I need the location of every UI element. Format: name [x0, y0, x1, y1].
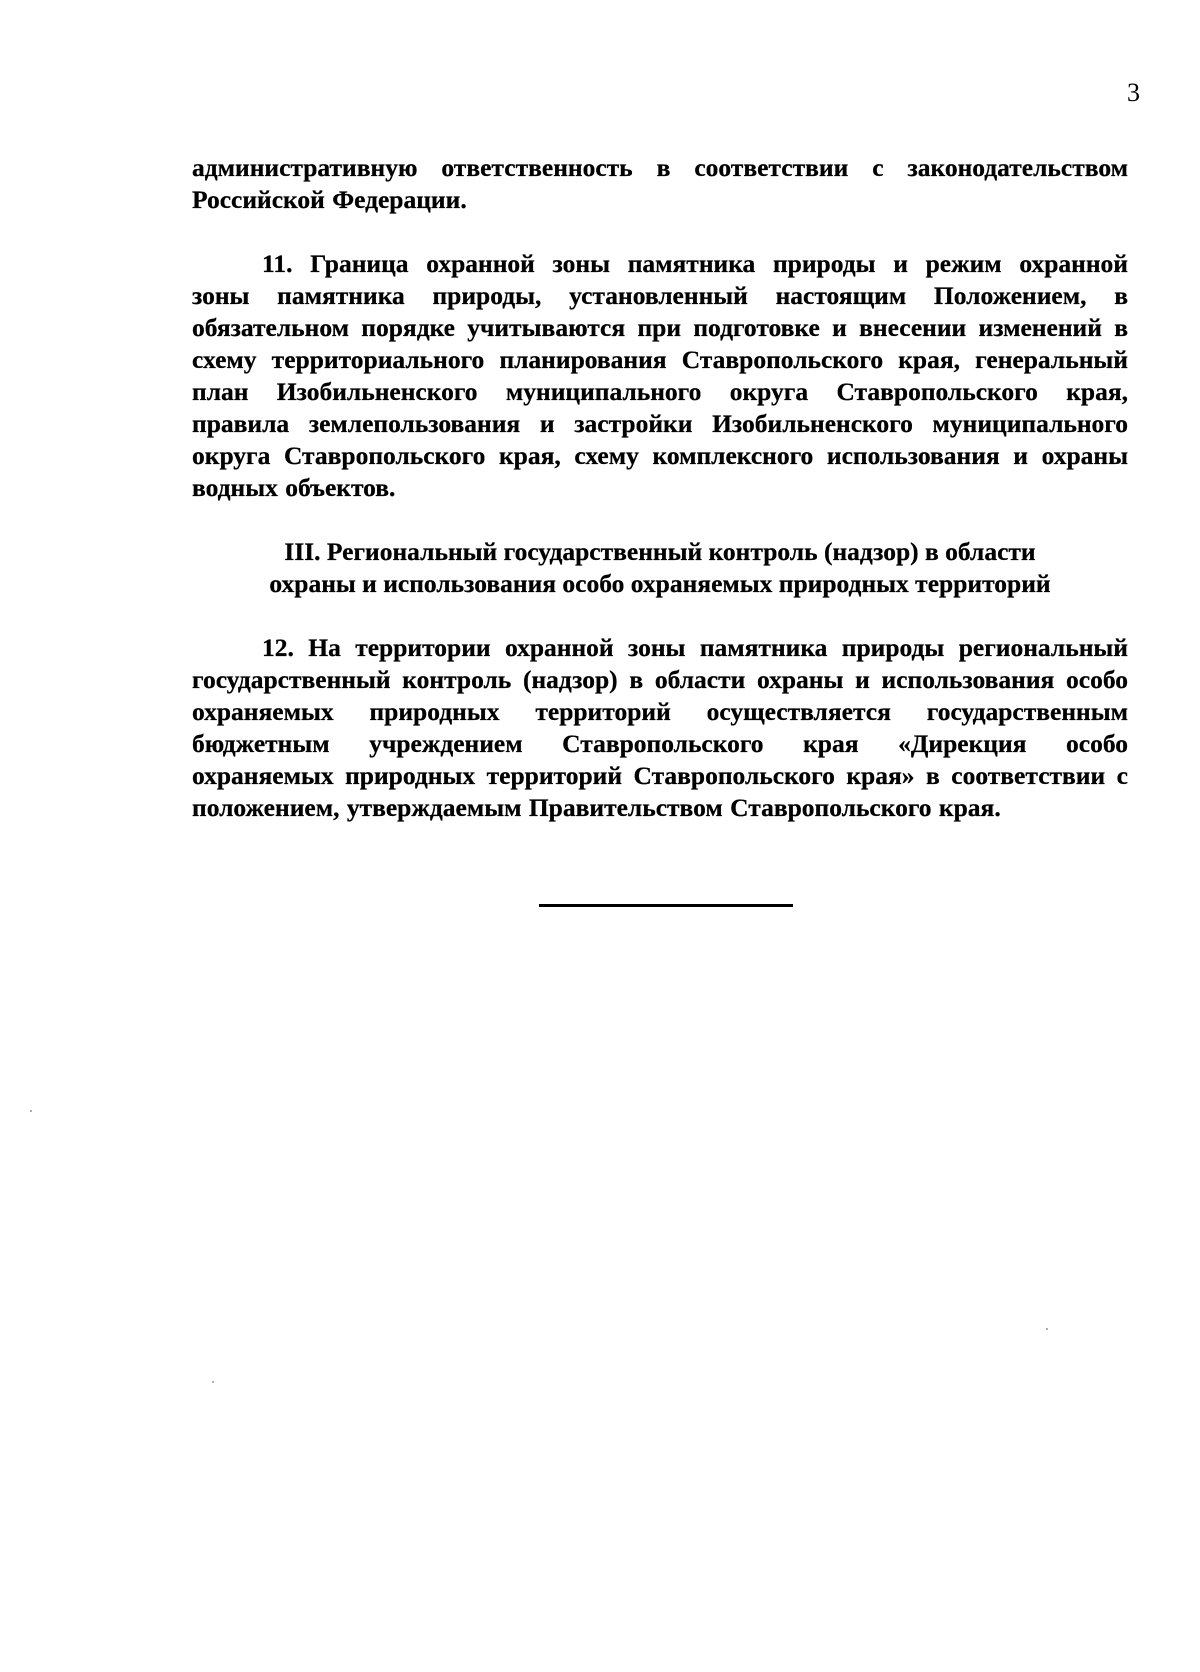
- paragraph-item-12: [192, 632, 1128, 824]
- scan-speck: [1046, 1328, 1048, 1330]
- end-divider-line: [539, 904, 793, 907]
- text-line: государственный контроль (надзор) в области охраны и использования особо: [192, 665, 1128, 694]
- page-number: 3: [1127, 78, 1140, 107]
- text-line: округа Ставропольского края, схему комплексного использования и охраны: [192, 441, 1128, 470]
- text-line: административную ответственность в соответствии с законодательством: [192, 153, 1128, 182]
- section-heading: [192, 536, 1128, 600]
- paragraph-continuation: [192, 152, 1128, 216]
- text-line: водных объектов.: [192, 473, 396, 502]
- scan-speck: [212, 1381, 214, 1383]
- heading-line: III. Региональный государственный контроль (надзор) в области: [284, 537, 1036, 566]
- text-line: обязательном порядке учитываются при подготовке и внесении изменений в: [192, 313, 1128, 342]
- text-line: зоны памятника природы, установленный настоящим Положением, в: [192, 281, 1128, 310]
- text-line: бюджетным учреждением Ставропольского края «Дирекция особо: [192, 729, 1128, 758]
- text-line: 11. Граница охранной зоны памятника природы и режим охранной: [262, 249, 1128, 278]
- text-line: план Изобильненского муниципального округа Ставропольского края,: [192, 377, 1128, 406]
- scan-speck: [30, 1110, 32, 1112]
- text-line: положением, утверждаемым Правительством Ставропольского края.: [192, 793, 1001, 822]
- text-line: схему территориального планирования Ставропольского края, генеральный: [192, 345, 1128, 374]
- text-line: охраняемых природных территорий Ставропольского края» в соответствии с: [192, 761, 1128, 790]
- text-line: правила землепользования и застройки Изобильненского муниципального: [192, 409, 1128, 438]
- text-line: 12. На территории охранной зоны памятника природы региональный: [262, 633, 1128, 662]
- paragraph-item-11: [192, 248, 1128, 504]
- heading-line: охраны и использования особо охраняемых природных территорий: [269, 569, 1051, 598]
- text-line: Российской Федерации.: [192, 185, 467, 214]
- text-line: охраняемых природных территорий осуществляется государственным: [192, 697, 1128, 726]
